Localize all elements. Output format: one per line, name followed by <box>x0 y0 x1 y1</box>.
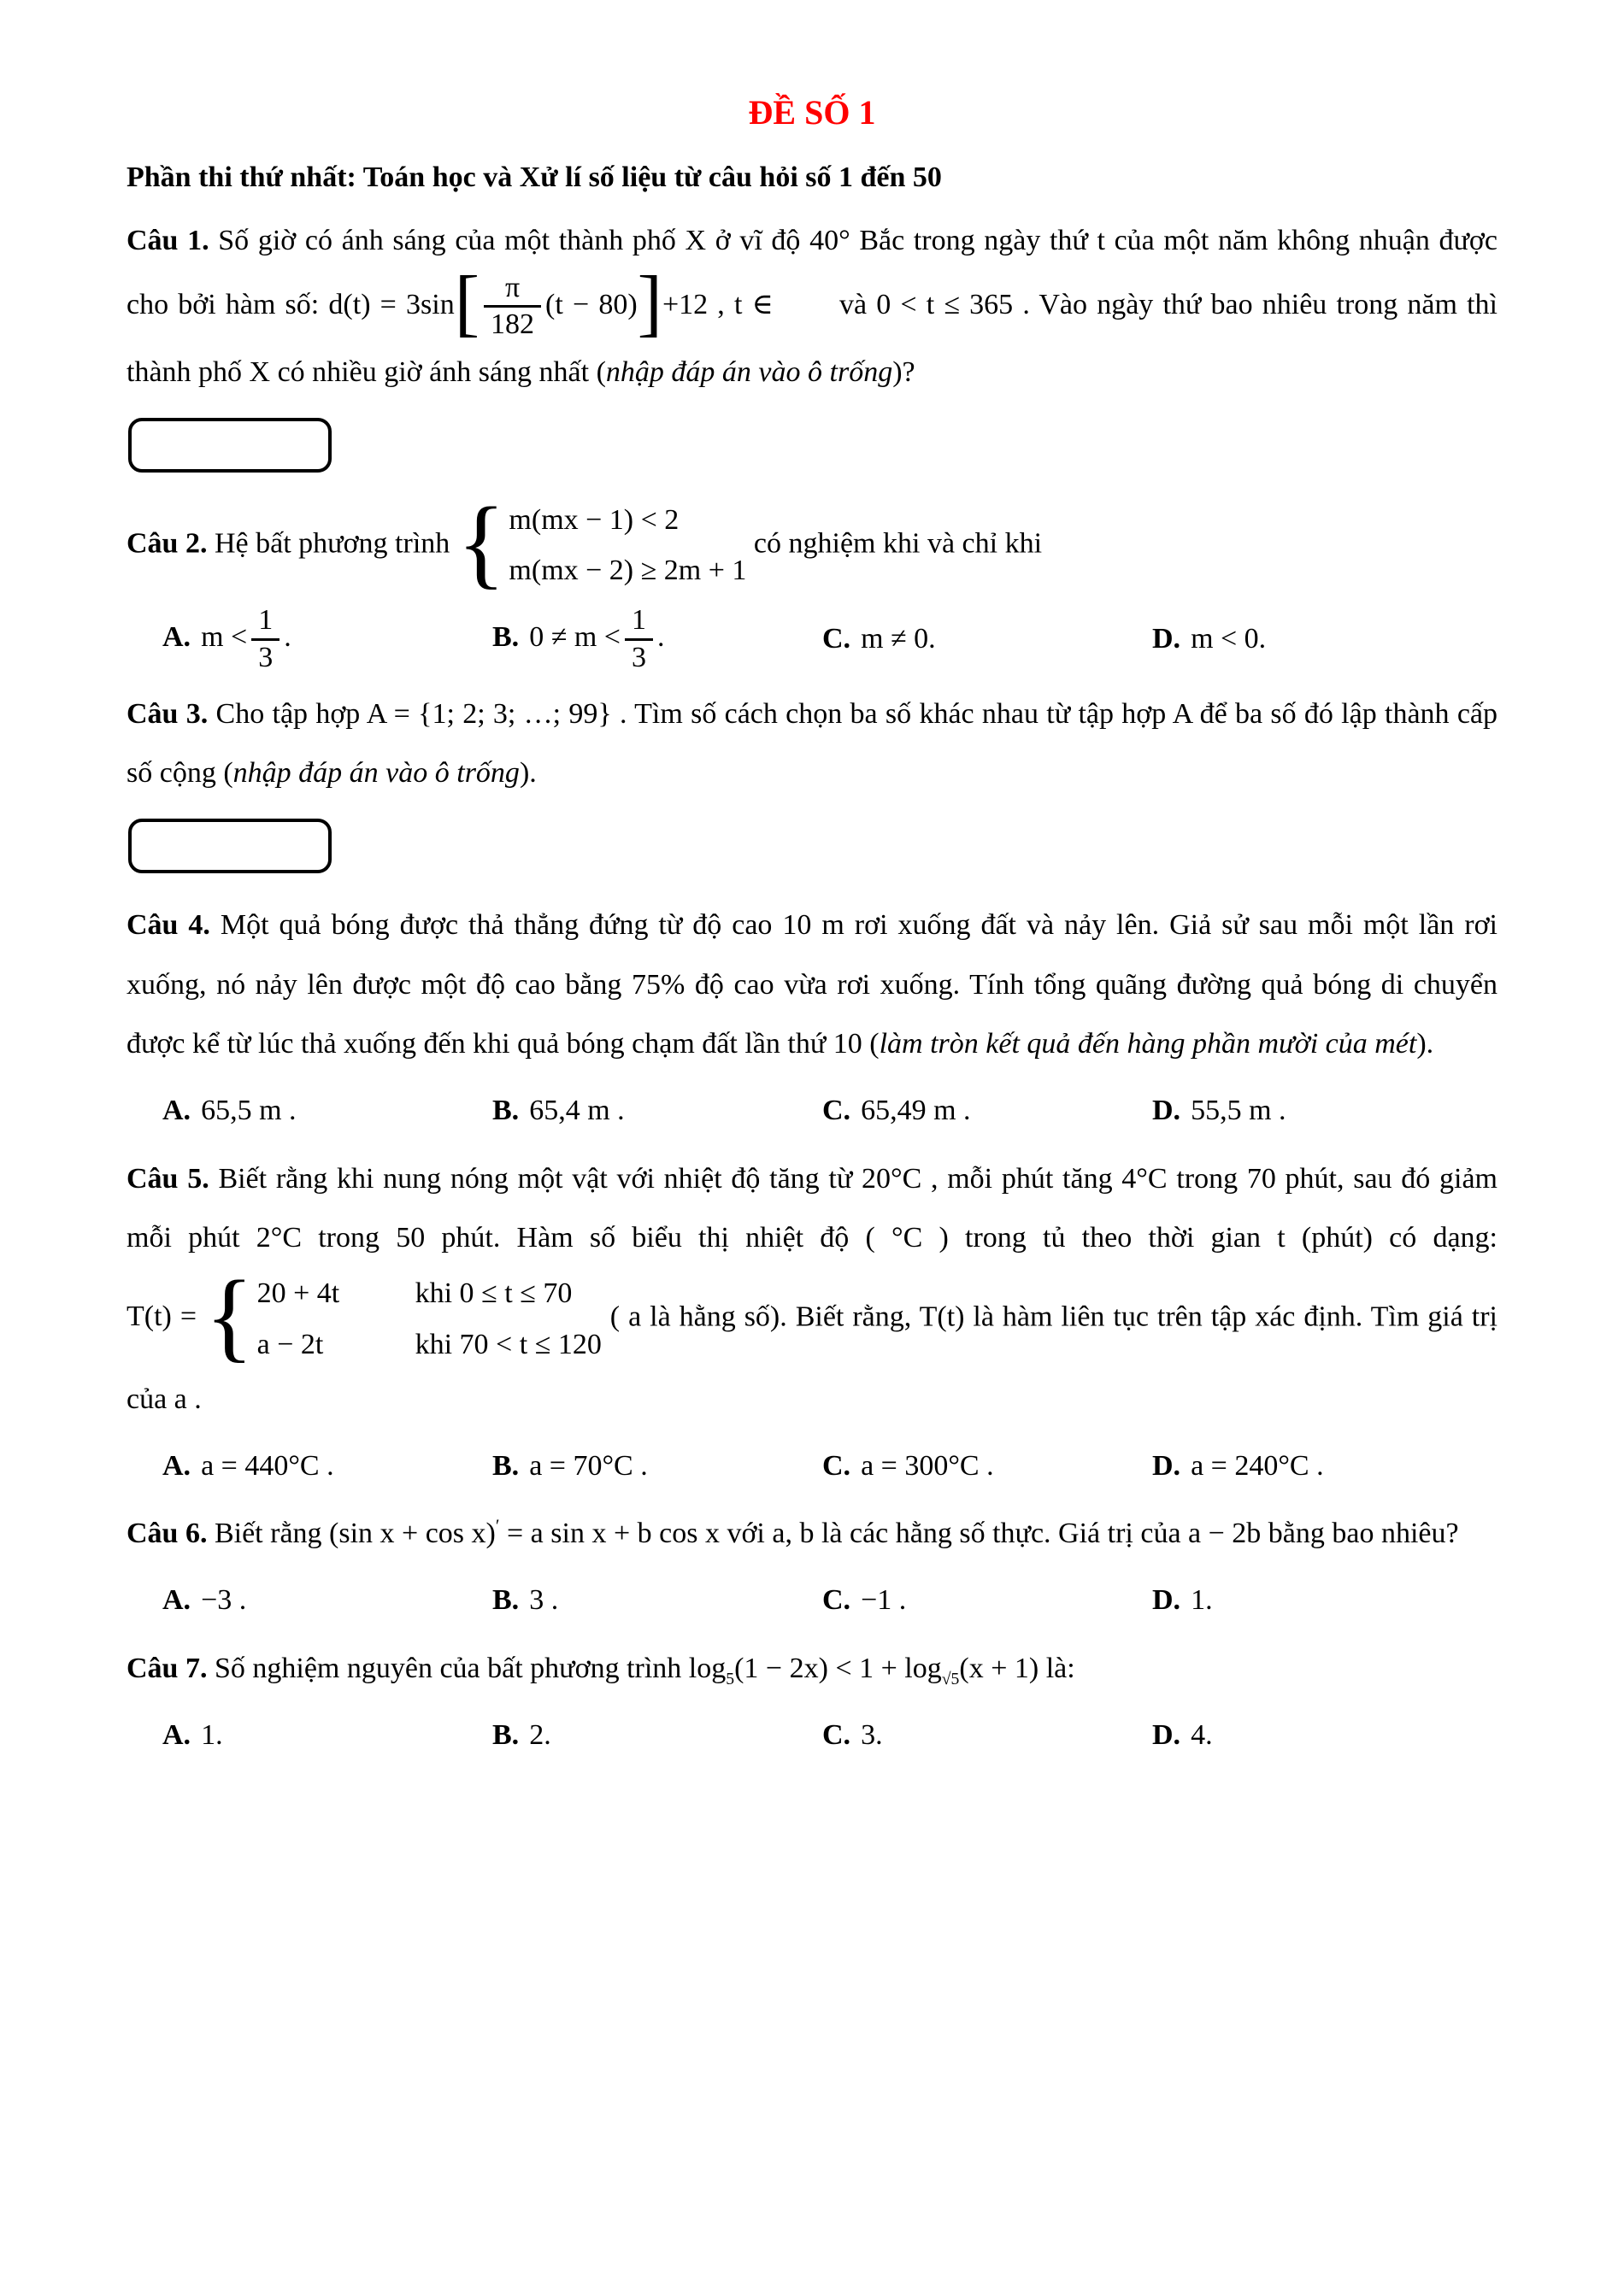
question-6-text: Biết rằng (sin x + cos x) <box>214 1518 496 1550</box>
q7-option-c <box>822 1706 1152 1765</box>
option-value: −3 . <box>201 1584 247 1617</box>
option-value: a = 240°C . <box>1191 1449 1324 1482</box>
fraction-denominator: 182 <box>484 305 541 343</box>
option-value: 4. <box>1191 1718 1213 1751</box>
q4-option-d <box>1152 1081 1286 1141</box>
q6-option-d <box>1152 1571 1213 1630</box>
answer-box-q1[interactable] <box>128 418 332 473</box>
formula-argument: (t − 80) <box>545 288 638 320</box>
question-3-text: Cho tập hợp A = {1; 2; 3; …; 99} . Tìm số cách chọn ba số khác nhau từ tập hợp A để ba số đó lập thành cấp số cộng ( <box>127 697 1497 790</box>
question-4-text-2: ). <box>1416 1028 1434 1060</box>
q6-option-b <box>492 1571 822 1630</box>
section-heading: Phần thi thứ nhất: Toán học và Xử lí số liệu từ câu hỏi số 1 đến 50 <box>127 161 942 193</box>
q2-option-d <box>1152 609 1266 669</box>
question-5 <box>127 1149 1497 1430</box>
question-4-label: Câu 4. <box>127 908 210 941</box>
question-3-label: Câu 3. <box>127 697 209 730</box>
question-4 <box>127 895 1497 1074</box>
option-letter: C. <box>822 1718 851 1751</box>
option-value: 55,5 m . <box>1191 1095 1286 1126</box>
question-2-text: Hệ bất phương trình <box>214 527 450 560</box>
question-6-options <box>127 1571 1497 1630</box>
q7-option-a <box>162 1706 492 1765</box>
question-1-text-2: , t ∈ <box>708 288 774 320</box>
question-7-text-3: (x + 1) là: <box>959 1652 1075 1684</box>
option-value: 65,49 m . <box>861 1095 971 1126</box>
option-period: . <box>284 621 291 654</box>
question-3-italic-note: nhập đáp án vào ô trống <box>232 757 520 790</box>
option-letter: D. <box>1152 1449 1181 1482</box>
question-4-options <box>127 1081 1497 1141</box>
fraction-denominator: 3 <box>251 638 279 676</box>
option-value: 3 . <box>529 1584 559 1617</box>
system-brace-glyph: { <box>456 485 506 598</box>
question-7-text: Số nghiệm nguyên của bất phương trình log <box>214 1652 727 1684</box>
option-letter: C. <box>822 1095 851 1126</box>
question-5-options <box>127 1436 1497 1496</box>
q2-option-a <box>162 603 492 676</box>
question-1-italic-note: nhập đáp án vào ô trống <box>605 356 893 389</box>
option-letter: C. <box>822 623 851 655</box>
option-value: −1 . <box>861 1584 907 1617</box>
option-letter: A. <box>162 1718 191 1751</box>
q6-option-a <box>162 1571 492 1630</box>
option-letter: B. <box>492 1718 520 1751</box>
option-letter: C. <box>822 1584 851 1617</box>
option-letter: A. <box>162 1095 191 1126</box>
question-7-options <box>127 1706 1497 1765</box>
option-value: 1. <box>1191 1584 1213 1617</box>
q2-option-b <box>492 603 822 676</box>
option-letter: A. <box>162 1449 191 1482</box>
question-1-text: Số giờ có ánh sáng của một thành phố X ở vĩ độ 40° Bắc trong ngày thứ t của một năm không nhuận được cho bởi hàm số: <box>127 225 1498 320</box>
option-value <box>529 603 665 673</box>
option-period: . <box>656 621 665 654</box>
log-base-sqrt5: √5 <box>941 1669 960 1688</box>
fraction-numerator: 1 <box>258 603 274 636</box>
question-2-text-2: có nghiệm khi và chỉ khi <box>753 527 1043 560</box>
question-3-text-2: ). <box>519 757 537 790</box>
option-letter: B. <box>492 621 520 654</box>
system-brace-glyph: { <box>204 1260 254 1372</box>
option-letter: B. <box>492 1584 520 1617</box>
option-letter: A. <box>162 621 191 654</box>
option-value: 65,5 m . <box>201 1095 297 1126</box>
q4-option-a <box>162 1081 492 1141</box>
system-row-2: m(mx − 2) ≥ 2m + 1 <box>509 555 747 587</box>
question-2-system <box>456 485 747 598</box>
question-5-piecewise <box>127 1260 602 1372</box>
question-5-text: Biết rằng khi nung nóng một vật với nhiệt độ tăng từ 20°C , mỗi phút tăng 4°C trong 70 phút, sau đó giảm mỗi phút 2°C trong 50 phút. Hàm số biểu thị nhiệt độ ( °C ) trong tủ theo thời gian t (phút) có dạng: <box>127 1162 1498 1254</box>
question-1-text-3: và 0 < t ≤ 365 . Vào ngày thứ bao nhiêu trong năm thì thành phố X có nhiều giờ ánh sáng nhất ( <box>127 288 1498 389</box>
log-base-5: 5 <box>726 1669 735 1688</box>
option-letter: C. <box>822 1449 851 1482</box>
formula-head: d(t) = 3sin <box>328 288 455 320</box>
option-letter: A. <box>162 1584 191 1617</box>
q4-option-c <box>822 1081 1152 1141</box>
option-value: a = 300°C . <box>861 1449 994 1482</box>
option-expression: m < <box>201 621 248 654</box>
q5-option-c <box>822 1436 1152 1496</box>
question-6-text-2: = a sin x + b cos x với a, b là các hằng số thực. Giá trị của a − 2b bằng bao nhiêu? <box>499 1518 1459 1550</box>
q7-option-d <box>1152 1706 1213 1765</box>
formula-head: T(t) = <box>127 1301 197 1333</box>
piecewise-expr: 20 + 4t <box>256 1277 340 1310</box>
question-6 <box>127 1504 1497 1564</box>
piecewise-expr: a − 2t <box>256 1328 324 1360</box>
question-5-label: Câu 5. <box>127 1162 209 1195</box>
piecewise-cond: khi 0 ≤ t ≤ 70 <box>415 1277 573 1310</box>
left-bracket-glyph: [ <box>454 261 480 345</box>
q4-option-b <box>492 1081 822 1141</box>
right-bracket-glyph: ] <box>637 261 662 345</box>
option-value: m ≠ 0. <box>861 623 936 655</box>
question-2-options <box>127 603 1497 676</box>
option-letter: D. <box>1152 623 1181 655</box>
question-7-label: Câu 7. <box>127 1652 208 1684</box>
question-7-text-2: (1 − 2x) < 1 + log <box>734 1652 942 1684</box>
option-letter: D. <box>1152 1584 1181 1617</box>
question-2 <box>127 485 1497 598</box>
option-value: a = 440°C . <box>201 1449 334 1482</box>
option-value: a = 70°C . <box>529 1449 648 1482</box>
option-value: 3. <box>861 1718 883 1751</box>
option-value <box>201 603 291 673</box>
option-letter: D. <box>1152 1718 1181 1751</box>
fraction-numerator: π <box>504 271 521 303</box>
question-6-label: Câu 6. <box>127 1518 208 1550</box>
question-3 <box>127 684 1497 803</box>
option-value: 2. <box>529 1718 551 1751</box>
fraction <box>251 603 279 676</box>
piecewise-row-1 <box>257 1268 602 1319</box>
fraction <box>625 603 653 676</box>
option-value: 65,4 m . <box>529 1095 625 1126</box>
answer-box-q3[interactable] <box>128 819 332 873</box>
question-7 <box>127 1639 1497 1699</box>
fraction-denominator: 3 <box>625 638 653 676</box>
q5-option-d <box>1152 1436 1324 1496</box>
question-1 <box>127 211 1497 402</box>
q6-option-c <box>822 1571 1152 1630</box>
q5-option-a <box>162 1436 492 1496</box>
piecewise-row-2 <box>257 1319 602 1371</box>
question-1-label: Câu 1. <box>127 225 209 256</box>
piecewise-cond: khi 70 < t ≤ 120 <box>415 1328 602 1360</box>
question-1-text-4: )? <box>892 356 915 389</box>
system-row-1: m(mx − 1) < 2 <box>509 503 680 536</box>
option-value: m < 0. <box>1191 623 1267 655</box>
question-5-text-2: ( a là hằng số). Biết rằng, T(t) là hàm liên tục trên tập xác định. Tìm giá trị của a . <box>127 1301 1497 1416</box>
option-value: 1. <box>201 1718 223 1751</box>
fraction <box>484 271 541 344</box>
option-letter: B. <box>492 1449 520 1482</box>
prime-symbol: ′ <box>495 1516 500 1537</box>
question-1-formula <box>328 261 709 345</box>
q7-option-b <box>492 1706 822 1765</box>
piecewise-rows <box>257 1268 602 1370</box>
option-letter: B. <box>492 1095 520 1126</box>
formula-tail: +12 <box>662 288 709 320</box>
page-title: ĐỀ SỐ 1 <box>748 93 876 132</box>
system-rows <box>509 495 746 596</box>
question-4-text: Một quả bóng được thả thẳng đứng từ độ cao 10 m rơi xuống đất và nảy lên. Giả sử sau mỗi một lần rơi xuống, nó nảy lên được một độ cao bằng 75% độ cao vừa rơi xuống. Tính tổng quãng đường quả bóng di chuyển được kể từ lúc thả xuống đến khi quả bóng chạm đất lần thứ 10 ( <box>127 908 1498 1060</box>
option-expression: 0 ≠ m < <box>529 621 621 654</box>
question-2-label: Câu 2. <box>127 527 208 560</box>
q2-option-c <box>822 609 1152 669</box>
q5-option-b <box>492 1436 822 1496</box>
question-7-inequality <box>214 1652 1075 1688</box>
option-letter: D. <box>1152 1095 1181 1126</box>
fraction-numerator: 1 <box>631 603 646 636</box>
question-4-italic-note: làm tròn kết quả đến hàng phần mười của mét <box>879 1028 1417 1060</box>
